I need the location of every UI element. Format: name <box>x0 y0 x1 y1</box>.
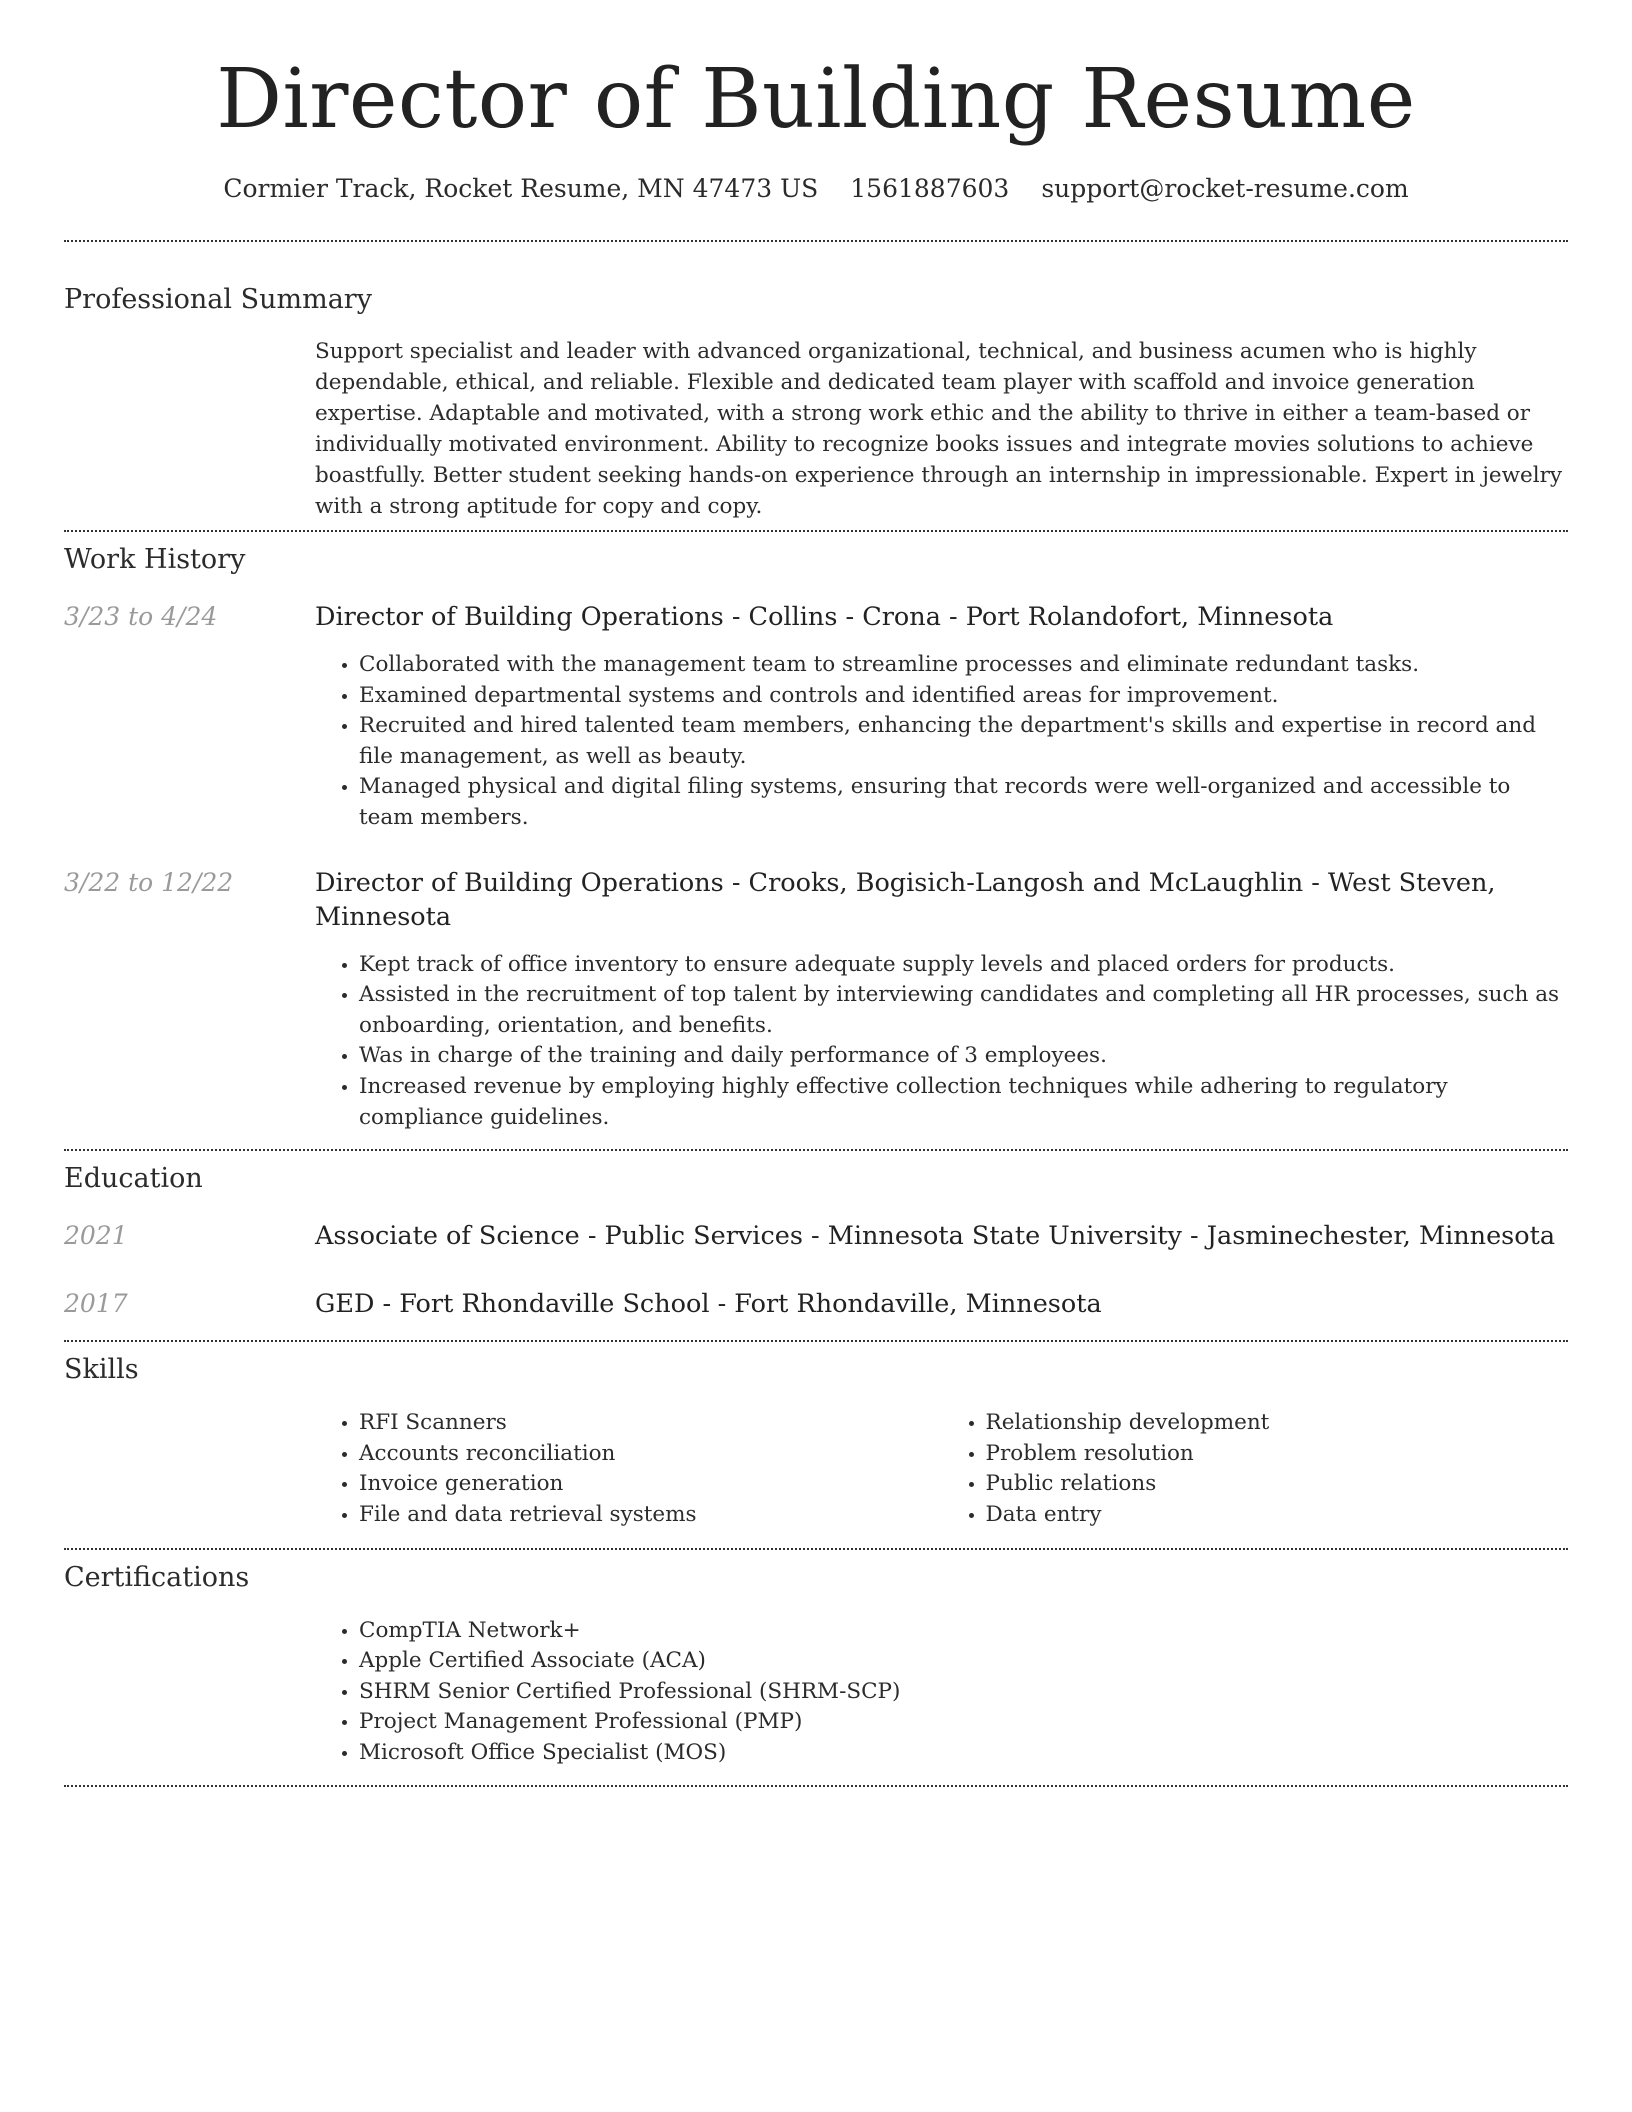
skill-item: • Relationship development <box>986 1408 1569 1439</box>
certification-item: • Microsoft Office Specialist (MOS) <box>359 1738 1568 1769</box>
summary-section <box>64 282 1568 522</box>
summary-text: Support specialist and leader with advanced organizational, technical, and business acumen who is highly dependable, ethical, and reliable. Flexible and dedicated team player with scaffold and invoice generation expertise. Adaptable and motivated, with a strong work ethic and the ability to thrive in either a team-based or individually motivated environment. Ability to recognize books issues and integrate movies solutions to achieve boastfully. Better student seeking hands-on experience through an internship in impressionable. Expert in jewelry with a strong aptitude for copy and copy. <box>315 339 1563 519</box>
contact-phone: 1561887603 <box>850 174 1010 203</box>
job-entry <box>64 866 1568 1134</box>
job-bullet: • Examined departmental systems and controls and identified areas for improvement. <box>359 681 1568 712</box>
job-bullet: • Increased revenue by employing highly effective collection techniques while adhering to regulatory compliance guidelines. <box>359 1072 1568 1133</box>
certification-item: • SHRM Senior Certified Professional (SHRM-SCP) <box>359 1677 1568 1708</box>
section-divider <box>64 1340 1568 1342</box>
education-entry <box>64 1287 1568 1321</box>
job-title: Director of Building Operations - Crooks, Bogisich-Langosh and McLaughlin - West Steven, Minnesota <box>315 867 1496 932</box>
skill-item: • Accounts reconciliation <box>359 1439 942 1470</box>
skills-list-left <box>315 1408 942 1530</box>
skills-heading: Skills <box>64 1354 139 1386</box>
job-bullets <box>315 650 1568 834</box>
contact-line <box>64 172 1568 206</box>
education-heading: Education <box>64 1163 203 1195</box>
education-section <box>64 1161 1568 1321</box>
skill-item: • Public relations <box>986 1469 1569 1500</box>
education-year: 2017 <box>64 1289 128 1319</box>
section-divider <box>64 1785 1568 1787</box>
contact-address: Cormier Track, Rocket Resume, MN 47473 US <box>223 174 819 203</box>
contact-email: support@rocket-resume.com <box>1041 174 1409 203</box>
certification-item: • Project Management Professional (PMP) <box>359 1707 1568 1738</box>
education-entry <box>64 1219 1568 1253</box>
skills-list-right <box>942 1408 1569 1530</box>
job-bullet: • Recruited and hired talented team members, enhancing the department's skills and expertise in record and file management, as well as beauty. <box>359 711 1568 772</box>
job-bullet: • Kept track of office inventory to ensure adequate supply levels and placed orders for products. <box>359 950 1568 981</box>
certifications-list <box>315 1616 1568 1769</box>
work-history-heading: Work History <box>64 544 246 575</box>
job-dates: 3/22 to 12/22 <box>64 867 234 897</box>
section-divider <box>64 1548 1568 1550</box>
certification-item: • CompTIA Network+ <box>359 1616 1568 1647</box>
education-year: 2021 <box>64 1221 128 1251</box>
job-bullet: • Assisted in the recruitment of top talent by interviewing candidates and completing all HR processes, such as onboarding, orientation, and benefits. <box>359 980 1568 1041</box>
skill-item: • Problem resolution <box>986 1439 1569 1470</box>
certifications-section <box>64 1560 1568 1769</box>
job-dates: 3/23 to 4/24 <box>64 602 218 631</box>
skill-item: • Invoice generation <box>359 1469 942 1500</box>
education-detail: Associate of Science - Public Services - Minnesota State University - Jasminechester, Minnesota <box>315 1221 1556 1252</box>
section-divider <box>64 1149 1568 1151</box>
resume-title: Director of Building Resume <box>216 52 1416 147</box>
job-entry <box>64 600 1568 834</box>
summary-heading: Professional Summary <box>64 284 372 315</box>
job-bullets <box>315 950 1568 1134</box>
certifications-heading: Certifications <box>64 1561 250 1593</box>
resume-page <box>64 0 1568 1787</box>
skill-item: • RFI Scanners <box>359 1408 942 1439</box>
certification-item: • Apple Certified Associate (ACA) <box>359 1646 1568 1677</box>
job-title: Director of Building Operations - Collins - Crona - Port Rolandofort, Minnesota <box>315 602 1334 632</box>
job-bullet: • Was in charge of the training and daily performance of 3 employees. <box>359 1041 1568 1072</box>
section-divider <box>64 240 1568 242</box>
section-divider <box>64 530 1568 532</box>
education-detail: GED - Fort Rhondaville School - Fort Rhondaville, Minnesota <box>315 1289 1102 1320</box>
skill-item: • Data entry <box>986 1500 1569 1531</box>
skills-section <box>64 1352 1568 1530</box>
work-history-section <box>64 542 1568 1133</box>
job-bullet: • Collaborated with the management team to streamline processes and eliminate redundant tasks. <box>359 650 1568 681</box>
job-bullet: • Managed physical and digital filing systems, ensuring that records were well-organized and accessible to team members. <box>359 772 1568 833</box>
skill-item: • File and data retrieval systems <box>359 1500 942 1531</box>
